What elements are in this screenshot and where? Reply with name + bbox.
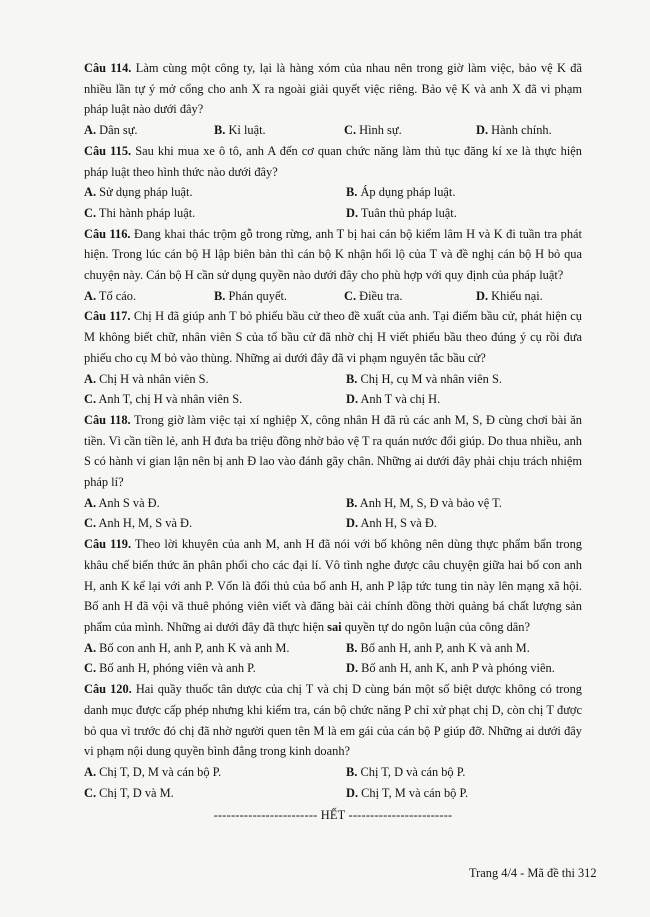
option-d: [476, 286, 582, 307]
option-d: [346, 783, 582, 804]
question-number: Câu 116.: [84, 226, 131, 241]
option-label: A.: [84, 185, 97, 200]
option-b: [346, 369, 582, 390]
option-d: [346, 203, 582, 224]
question-118: [84, 410, 582, 493]
option-a: [84, 120, 214, 141]
option-text: Áp dụng pháp luật.: [360, 185, 456, 200]
option-label: A.: [84, 371, 97, 386]
option-c: [84, 513, 346, 534]
question-text: Sau khi mua xe ô tô, anh A đến cơ quan chức năng làm thủ tục đăng kí xe là thực hiện pháp luật theo hình thức nào dưới đây?: [84, 143, 582, 179]
question-text: Làm cùng một công ty, lại là hàng xóm của nhau nên trong giờ làm việc, bảo vệ K đã nhiều lần tự ý mở cổng cho anh X ra ngoài giải quyết việc riêng. Bảo vệ K và anh X đã vi phạm pháp luật nào dưới đây?: [84, 61, 582, 117]
option-text: Bố anh H, anh K, anh P và phóng viên.: [361, 661, 555, 676]
option-text: Anh S và Đ.: [98, 495, 160, 510]
option-text: Phán quyết.: [228, 288, 287, 303]
option-label: B.: [346, 371, 358, 386]
option-label: A.: [84, 288, 97, 303]
option-label: D.: [346, 392, 359, 407]
option-text: Anh T, chị H và nhân viên S.: [98, 392, 243, 407]
option-a: [84, 182, 346, 203]
question-number: Câu 120.: [84, 682, 132, 697]
option-label: C.: [84, 661, 97, 676]
question-text: Theo lời khuyên của anh M, anh H đã nói với bố không nên dùng thực phẩm bẩn trong khâu chế biến thức ăn phân phối cho các đại lí. Vô tình nghe được câu chuyện giữa hai bố con anh H, anh K kể lại với anh P. Vốn là đối thủ của bố anh H, anh P lập tức tung tin này lên mạng xã hội. Bố anh H đã vội vã thuê phóng viên viết và đăng bài cải chính đồng thời quảng bá chất lượng sản phẩm của mình. Những ai dưới đây đã thực hiện: [84, 537, 583, 634]
option-d: [476, 120, 582, 141]
option-label: C.: [84, 392, 97, 407]
question-text: Chị H đã giúp anh T bỏ phiếu bầu cử theo đề xuất của anh. Tại điểm bầu cử, phát hiện cụ M không biết chữ, nhân viên S của tổ bầu cử đã nhờ chị H viết phiếu bầu theo đúng ý cụ rồi đưa phiếu cho cụ M bỏ vào thùng. Những ai dưới đây đã vi phạm nguyên tắc bầu cử?: [84, 309, 582, 365]
options-114: [84, 120, 582, 141]
option-text: Khiếu nại.: [491, 288, 543, 303]
options-119: [84, 638, 582, 679]
option-a: [84, 286, 214, 307]
option-d: [346, 389, 582, 410]
option-text: Anh H, M, S và Đ.: [98, 516, 193, 531]
option-label: A.: [84, 640, 97, 655]
question-117: [84, 306, 582, 368]
option-text: Tuân thủ pháp luật.: [360, 205, 457, 220]
option-a: [84, 638, 346, 659]
option-text: Chị T, D và M.: [99, 785, 174, 800]
option-d: [346, 513, 582, 534]
option-label: A.: [84, 495, 97, 510]
option-text: Chị T, D, M và cán bộ P.: [99, 764, 222, 779]
option-text: Bố con anh H, anh P, anh K và anh M.: [99, 640, 290, 655]
option-b: [214, 120, 344, 141]
option-label: C.: [84, 785, 97, 800]
option-c: [344, 120, 476, 141]
question-number: Câu 115.: [84, 143, 132, 158]
question-120: [84, 679, 582, 762]
question-text: Đang khai thác trộm gỗ trong rừng, anh T bị hai cán bộ kiểm lâm H và K đi tuần tra phát hiện. Trong lúc cán bộ H lập biên bản thì cán bộ K nhận hối lộ của T và đề nghị cán bộ H bỏ qua chuyện này. Cán bộ H cần sử dụng quyền nào dưới đây cho phù hợp với quy định của pháp luật?: [84, 226, 583, 283]
option-text: Chị H, cụ M và nhân viên S.: [360, 371, 502, 386]
question-114: [84, 58, 582, 120]
option-label: B.: [214, 123, 226, 138]
option-label: D.: [476, 123, 489, 138]
option-label: D.: [346, 661, 359, 676]
question-116: [84, 224, 582, 286]
option-b: [346, 762, 582, 783]
option-label: B.: [346, 764, 358, 779]
page-footer: Trang 4/4 - Mã đề thi 312: [469, 866, 597, 880]
options-117: [84, 369, 582, 410]
option-text: Tố cáo.: [98, 288, 137, 303]
question-119: [84, 534, 582, 638]
option-text: Bố anh H, phóng viên và anh P.: [99, 661, 256, 676]
option-text: Chị H và nhân viên S.: [99, 371, 209, 386]
option-text: Kỉ luật.: [228, 123, 266, 138]
option-b: [346, 638, 582, 659]
option-c: [344, 286, 476, 307]
option-text: Chị T, D và cán bộ P.: [360, 764, 466, 779]
question-list: [84, 58, 582, 825]
options-120: [84, 762, 582, 803]
option-label: D.: [346, 205, 359, 220]
option-text: Điều tra.: [359, 288, 403, 303]
option-label: C.: [84, 516, 97, 531]
option-text: Anh H, M, S, Đ và bảo vệ T.: [359, 495, 502, 510]
option-text: Sử dụng pháp luật.: [99, 185, 193, 200]
option-b: [214, 286, 344, 307]
question-text-end: quyền tự do ngôn luận của công dân?: [341, 619, 531, 634]
option-text: Bố anh H, anh P, anh K và anh M.: [360, 640, 530, 655]
option-label: C.: [84, 205, 97, 220]
option-label: D.: [346, 785, 359, 800]
option-c: [84, 389, 346, 410]
option-label: B.: [346, 185, 358, 200]
end-marker: ------------------------ HẾT ------------------------: [213, 808, 453, 823]
question-number: Câu 118.: [84, 412, 131, 427]
question-number: Câu 119.: [84, 537, 132, 552]
options-116: [84, 286, 582, 307]
option-a: [84, 493, 346, 514]
question-emphasis: sai: [327, 619, 342, 634]
option-label: B.: [214, 288, 226, 303]
option-text: Hình sự.: [359, 123, 402, 138]
option-label: D.: [476, 288, 489, 303]
option-text: Hành chính.: [491, 123, 552, 138]
option-a: [84, 369, 346, 390]
question-text: Hai quầy thuốc tân dược của chị T và chị D cùng bán một số biệt dược không có trong danh mục được cấp phép nhưng khi kiểm tra, cán bộ chức năng P chỉ xử phạt chị D, còn chị T được bỏ qua vì trước đó chị đã nhờ người quen tên M là em gái của cán bộ P giúp đỡ. Những ai dưới đây vi phạm nội dung quyền bình đẳng trong kinh doanh?: [84, 682, 582, 759]
option-c: [84, 203, 346, 224]
option-text: Anh T và chị H.: [360, 392, 441, 407]
option-a: [84, 762, 346, 783]
option-c: [84, 783, 346, 804]
option-label: C.: [344, 288, 357, 303]
option-c: [84, 658, 346, 679]
question-number: Câu 114.: [84, 61, 132, 75]
option-text: Thi hành pháp luật.: [98, 205, 196, 220]
question-115: [84, 141, 582, 182]
option-b: [346, 182, 582, 203]
options-118: [84, 493, 582, 534]
option-label: D.: [346, 516, 359, 531]
option-label: A.: [84, 123, 97, 138]
question-number: Câu 117.: [84, 309, 131, 324]
options-115: [84, 182, 582, 223]
option-label: B.: [346, 640, 358, 655]
option-text: Dân sự.: [99, 123, 138, 138]
option-b: [346, 493, 582, 514]
question-text: Trong giờ làm việc tại xí nghiệp X, công nhân H đã rủ các anh M, S, Đ cùng chơi bài ăn tiền. Vì cần tiền lẻ, anh H đưa ba triệu đồng nhờ bảo vệ T ra quán nước đổi giúp. Do thua nhiều, anh S có hành vi gian lận nên bị anh Đ lao vào đánh gãy chân. Những ai dưới đây phải chịu trách nhiệm pháp lí?: [84, 412, 582, 490]
option-label: A.: [84, 764, 97, 779]
option-text: Anh H, S và Đ.: [360, 516, 437, 531]
option-text: Chị T, M và cán bộ P.: [361, 785, 469, 800]
option-label: C.: [344, 123, 357, 138]
option-d: [346, 658, 582, 679]
option-label: B.: [346, 495, 358, 510]
